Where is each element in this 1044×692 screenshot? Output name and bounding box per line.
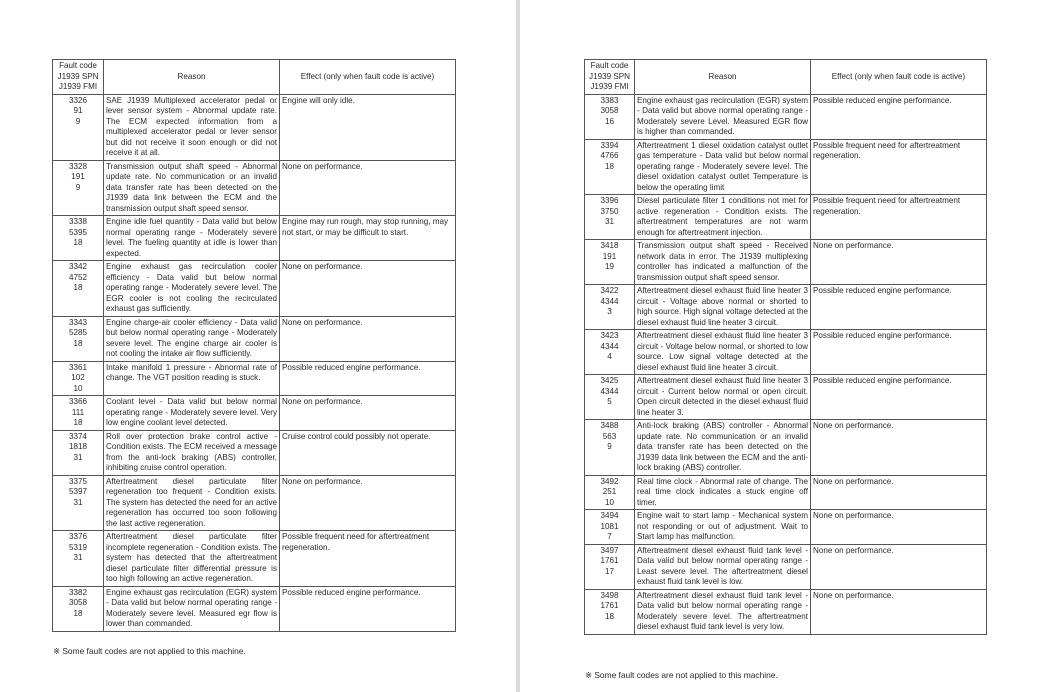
fault-code-cell xyxy=(53,261,104,317)
fault-code-cell xyxy=(53,160,104,216)
effect-cell: None on performance. xyxy=(280,261,456,317)
reason-cell: Engine exhaust gas recirculation (EGR) system - Data valid but above normal operating range - Moderately severe Level. Measured EGR flow is higher than commanded. xyxy=(635,94,811,139)
effect-cell: None on performance. xyxy=(280,160,456,216)
fault-code: 3497 xyxy=(600,545,619,555)
spn-value: 4344 xyxy=(600,341,619,351)
effect-cell: None on performance. xyxy=(811,240,987,285)
fault-code-cell xyxy=(53,430,104,475)
reason-cell: Real time clock - Abnormal rate of change. The real time clock indicates a stuck engine off timer. xyxy=(635,475,811,510)
reason-cell: Aftertreatment diesel particulate filter incomplete regeneration - Condition exists. The system has detected that the aftertreatment diesel particulate filter differential pressure is too high following an active regeneration. xyxy=(104,531,280,587)
table-row xyxy=(585,544,987,589)
header-effect: Effect (only when fault code is active) xyxy=(280,60,456,95)
fault-code: 3338 xyxy=(68,217,87,226)
fault-code-cell xyxy=(585,375,635,420)
reason-cell: Aftertreatment diesel exhaust fluid tank level - Data valid but below normal operating range - Least severe level. The aftertreatment diesel exhaust fluid tank level is low. xyxy=(635,544,811,589)
table-body-right xyxy=(585,94,987,634)
effect-cell: None on performance. xyxy=(811,475,987,510)
table-header xyxy=(53,60,456,95)
fault-code: 3382 xyxy=(68,587,87,597)
table-row xyxy=(585,285,987,330)
reason-cell: Engine exhaust gas recirculation cooler efficiency - Data valid but below normal operating range - Moderately severe level. The EGR cooler is not cooling the recirculated exhaust gas sufficiently. xyxy=(104,261,280,317)
fmi-value: 18 xyxy=(73,238,83,247)
table-row xyxy=(585,330,987,375)
table-row xyxy=(53,261,456,317)
effect-cell: Possible reduced engine performance. xyxy=(811,375,987,420)
spn-value: 5285 xyxy=(68,328,87,337)
fault-code: 3396 xyxy=(600,196,619,205)
header-fault-code: Fault code J1939 SPN J1939 FMI xyxy=(53,60,104,95)
reason-cell: Aftertreatment diesel exhaust fluid line heater 3 circuit - Current below normal or open circuit. Open circuit detected in the diesel exhaust fluid line heater 3. xyxy=(635,375,811,420)
reason-cell: Coolant level - Data valid but below normal operating range - Moderately severe level. Very low engine coolant level detected. xyxy=(104,396,280,431)
right-page xyxy=(520,0,1044,692)
fault-code-cell xyxy=(585,544,635,589)
fmi-value: 31 xyxy=(604,217,614,226)
reason-cell: Roll over protection brake control active - Condition exists. The ECM received a message from the anti-lock braking (ABS) controller, inhibiting cruise control operation. xyxy=(104,430,280,475)
fault-code-cell xyxy=(585,240,635,285)
fmi-value: 18 xyxy=(73,338,83,348)
fault-code-cell xyxy=(585,285,635,330)
fault-code-cell xyxy=(53,396,104,431)
fault-code-cell xyxy=(585,94,635,139)
fault-code: 3423 xyxy=(600,331,619,340)
reason-cell: Engine charge-air cooler efficiency - Data valid but below normal operating range - Moderately severe level. The engine charge air cooler is not cooling the intake air flow sufficiently. xyxy=(104,316,280,361)
effect-cell: None on performance. xyxy=(280,475,456,531)
table-row xyxy=(53,430,456,475)
spn-value: 4766 xyxy=(600,151,619,160)
fault-code: 3342 xyxy=(68,262,87,271)
spn-value: 1081 xyxy=(600,521,619,531)
spn-value: 102 xyxy=(71,373,85,382)
fault-code: 3343 xyxy=(68,317,87,327)
fault-code-cell xyxy=(53,531,104,587)
fault-code-cell xyxy=(53,361,104,396)
table-row xyxy=(53,160,456,216)
table-row xyxy=(585,589,987,634)
effect-cell: Possible frequent need for aftertreatment regeneration. xyxy=(811,195,987,240)
fault-code-cell xyxy=(585,330,635,375)
effect-cell: None on performance. xyxy=(280,316,456,361)
fmi-value: 10 xyxy=(73,383,83,393)
table-row xyxy=(53,316,456,361)
spn-value: 91 xyxy=(73,106,83,115)
fmi-value: 9 xyxy=(75,182,81,192)
table-row xyxy=(53,361,456,396)
fmi-value: 18 xyxy=(73,608,83,618)
table-row xyxy=(585,139,987,195)
spn-value: 5319 xyxy=(68,542,87,552)
spn-value: 4752 xyxy=(68,272,87,282)
fmi-value: 3 xyxy=(607,307,612,316)
effect-cell: Engine may run rough, may stop running, may not start, or may be difficult to start. xyxy=(280,216,456,261)
spn-value: 3058 xyxy=(600,106,619,115)
table-row xyxy=(53,94,456,160)
table-row xyxy=(53,216,456,261)
effect-cell: None on performance. xyxy=(811,510,987,545)
fault-code: 3383 xyxy=(600,95,619,105)
fmi-value: 7 xyxy=(607,532,612,541)
fmi-value: 19 xyxy=(604,262,614,271)
fmi-value: 9 xyxy=(607,442,612,451)
reason-cell: Anti-lock braking (ABS) controller - Abnormal update rate. No communication or an invalid data transfer rate has been detected on the J1939 data link between the ECM and the anti-lock braking (ABS) controller. xyxy=(635,420,811,476)
spn-value: 4344 xyxy=(600,296,619,306)
table-row xyxy=(53,586,456,631)
fault-code: 3422 xyxy=(600,286,619,295)
effect-cell: None on performance. xyxy=(811,420,987,476)
effect-cell: Possible reduced engine performance. xyxy=(811,285,987,330)
fault-code-cell xyxy=(585,475,635,510)
fmi-value: 18 xyxy=(73,418,83,427)
fault-code: 3394 xyxy=(600,140,619,150)
fmi-value: 18 xyxy=(604,161,614,171)
table-row xyxy=(53,475,456,531)
effect-cell: Possible frequent need for aftertreatment regeneration. xyxy=(811,139,987,195)
fault-code: 3498 xyxy=(600,590,619,600)
fault-code: 3326 xyxy=(68,95,87,105)
fault-code-cell xyxy=(585,139,635,195)
table-row xyxy=(53,531,456,587)
fmi-value: 31 xyxy=(73,452,83,462)
spn-value: 111 xyxy=(71,407,85,417)
fault-code-cell xyxy=(53,216,104,261)
fault-code: 3375 xyxy=(68,476,87,486)
fault-code: 3425 xyxy=(600,376,619,385)
header-reason: Reason xyxy=(104,60,280,95)
spn-value: 5397 xyxy=(68,487,87,496)
reason-cell: Diesel particulate filter 1 conditions not met for active regeneration - Condition exists. The aftertreatment temperatures are not warm enough for aftertreatment injection. xyxy=(635,195,811,240)
effect-cell: None on performance. xyxy=(811,544,987,589)
fault-code: 3492 xyxy=(600,476,619,486)
reason-cell: Engine idle fuel quantity - Data valid but below normal operating range - Moderately severe level. The fueling quantity at idle is lower than expected. xyxy=(104,216,280,261)
fmi-value: 18 xyxy=(73,283,83,292)
fault-code: 3376 xyxy=(68,532,87,541)
effect-cell: Possible reduced engine performance. xyxy=(811,330,987,375)
effect-cell: None on performance. xyxy=(280,396,456,431)
footnote: ※ Some fault codes are not applied to this machine. xyxy=(585,670,778,680)
effect-cell: Engine will only idle. xyxy=(280,94,456,160)
fault-code: 3418 xyxy=(600,241,619,250)
effect-cell: Possible reduced engine performance. xyxy=(811,94,987,139)
spn-value: 563 xyxy=(602,431,617,441)
table-body-left xyxy=(53,94,456,631)
left-page xyxy=(0,0,516,692)
fault-code-cell xyxy=(53,475,104,531)
table-row xyxy=(53,396,456,431)
effect-cell: Possible reduced engine performance. xyxy=(280,586,456,631)
header-effect: Effect (only when fault code is active) xyxy=(811,60,987,95)
effect-cell: Possible reduced engine performance. xyxy=(280,361,456,396)
reason-cell: Engine exhaust gas recirculation (EGR) system - Data valid but below normal operating range - Moderately severe level. Measured egr flow is lower than commanded. xyxy=(104,586,280,631)
table-row xyxy=(585,195,987,240)
fault-code: 3494 xyxy=(600,511,619,520)
fault-code-cell xyxy=(53,94,104,160)
fault-code-cell xyxy=(53,586,104,631)
fault-code: 3366 xyxy=(68,397,87,406)
reason-cell: Aftertreatment diesel exhaust fluid tank level - Data valid but below normal operating range - Moderately severe level. The aftertreatment diesel exhaust fluid tank level is very low. xyxy=(635,589,811,634)
effect-cell: None on performance. xyxy=(811,589,987,634)
fault-code: 3488 xyxy=(600,421,619,430)
fmi-value: 18 xyxy=(604,611,614,621)
table-row xyxy=(585,420,987,476)
effect-cell: Possible frequent need for aftertreatment regeneration. xyxy=(280,531,456,587)
fmi-value: 10 xyxy=(604,497,614,507)
spn-value: 191 xyxy=(602,251,617,261)
spn-value: 4344 xyxy=(600,386,619,396)
spn-value: 3750 xyxy=(600,206,619,216)
fault-code: 3374 xyxy=(68,431,87,441)
fault-code-cell xyxy=(585,420,635,476)
table-row xyxy=(585,94,987,139)
spn-value: 3058 xyxy=(68,598,87,607)
table-row xyxy=(585,375,987,420)
spn-value: 1761 xyxy=(600,601,619,610)
effect-cell: Cruise control could possibly not operate. xyxy=(280,430,456,475)
header-fault-code: Fault code J1939 SPN J1939 FMI xyxy=(585,60,635,95)
spn-value: 191 xyxy=(71,172,85,181)
header-reason: Reason xyxy=(635,60,811,95)
fault-code-table-left xyxy=(52,59,456,632)
fault-code: 3328 xyxy=(68,161,87,171)
reason-cell: SAE J1939 Multiplexed accelerator pedal or lever sensor system - Abnormal update rate. The ECM expected information from a multiplexed accelerator pedal or lever sensor but did not receive it soon enough or did not receive it at all. xyxy=(104,94,280,160)
table-row xyxy=(585,240,987,285)
fmi-value: 31 xyxy=(73,497,83,507)
spn-value: 251 xyxy=(602,487,617,496)
footnote: ※ Some fault codes are not applied to this machine. xyxy=(53,646,246,656)
reason-cell: Aftertreatment 1 diesel oxidation catalyst outlet gas temperature - Data valid but below normal operating range - Moderately severe level. The diesel oxidation catalyst outlet Temperature is below the operating limit xyxy=(635,139,811,195)
spn-value: 1818 xyxy=(68,442,87,451)
table-row xyxy=(585,475,987,510)
spn-value: 5395 xyxy=(68,227,87,237)
reason-cell: Transmission output shaft speed - Received network data in error. The J1939 multiplexing controller has indicated a malfunction of the transmission output shaft speed sensor. xyxy=(635,240,811,285)
table-header xyxy=(585,60,987,95)
fmi-value: 31 xyxy=(73,553,83,562)
fault-code-table-right xyxy=(584,59,987,635)
spn-value: 1761 xyxy=(600,556,619,565)
reason-cell: Transmission output shaft speed - Abnormal update rate. No communication or an invalid data transfer rate has been detected on the J1939 data link between the ECM and the transmission output shaft speed sensor. xyxy=(104,160,280,216)
fault-code: 3361 xyxy=(68,362,87,372)
fmi-value: 5 xyxy=(607,397,612,406)
fmi-value: 17 xyxy=(604,566,614,576)
table-row xyxy=(585,510,987,545)
fault-code-cell xyxy=(585,510,635,545)
reason-cell: Aftertreatment diesel exhaust fluid line heater 3 circuit - Voltage below normal, or shorted to low source. Low signal voltage detected at the diesel exhaust fluid line heater 3 circuit. xyxy=(635,330,811,375)
fault-code-cell xyxy=(53,316,104,361)
fmi-value: 9 xyxy=(75,116,81,126)
fmi-value: 4 xyxy=(607,352,612,361)
fault-code-cell xyxy=(585,589,635,634)
reason-cell: Engine wait to start lamp - Mechanical system not responding or out of adjustment. Wait to Start lamp has malfunction. xyxy=(635,510,811,545)
reason-cell: Aftertreatment diesel particulate filter regeneration too frequent - Condition exists. The system has detected the need for an active regeneration has occurred too soon following the last active regeneration. xyxy=(104,475,280,531)
reason-cell: Intake manifold 1 pressure - Abnormal rate of change. The VGT position reading is stuck. xyxy=(104,361,280,396)
fmi-value: 16 xyxy=(604,116,614,126)
reason-cell: Aftertreatment diesel exhaust fluid line heater 3 circuit - Voltage above normal or shorted to high source. High signal voltage detected at the diesel exhaust fluid line heater 3 circuit. xyxy=(635,285,811,330)
fault-code-cell xyxy=(585,195,635,240)
